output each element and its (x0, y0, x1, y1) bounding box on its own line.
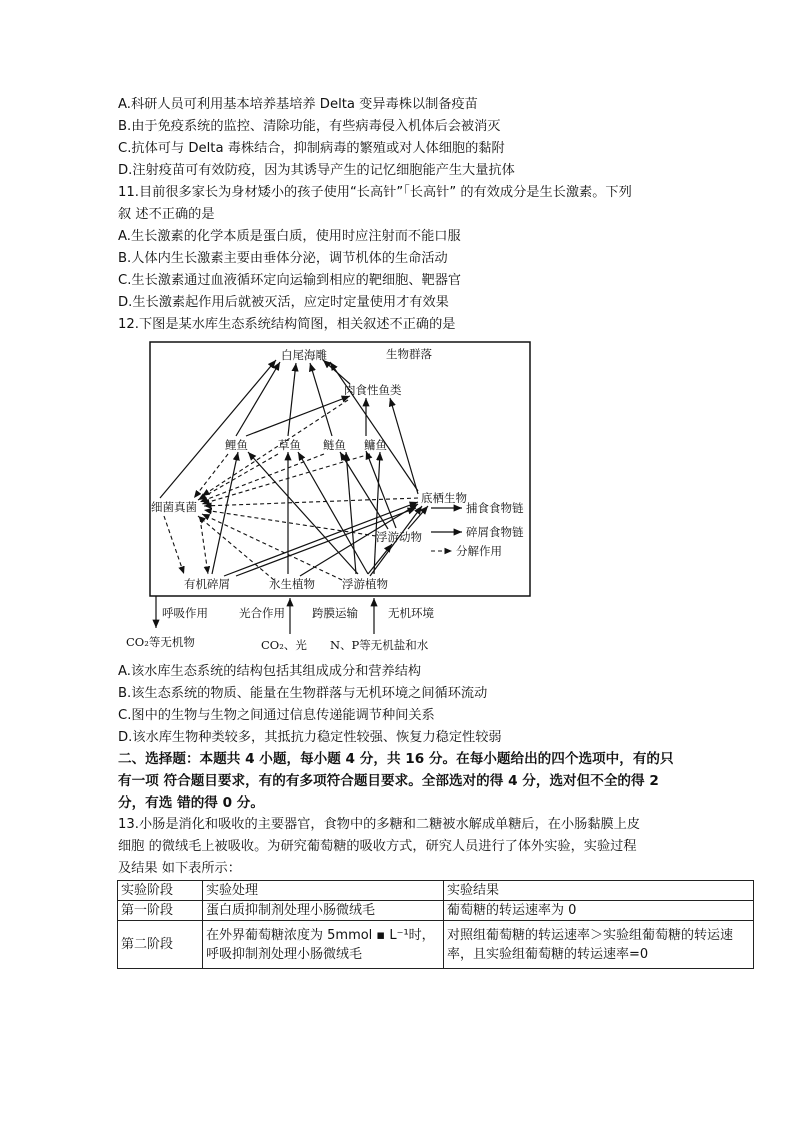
node-eagle: 白尾海雕 (281, 348, 327, 362)
label-abiotic: 无机环境 (388, 606, 434, 620)
label-co2-inorganic: CO₂等无机物 (126, 635, 195, 649)
table-row (118, 921, 754, 969)
table-header-row (118, 881, 754, 901)
q11-option-d: D.生长激素起作用后就被灭活，应定时定量使用才有效果 (118, 295, 449, 310)
node-carp: 鲤鱼 (225, 438, 248, 452)
table-header-cell: 实验阶段 (118, 881, 203, 901)
q11-stem-line1: 11.目前很多家长为身材矮小的孩子使用“长高针”「长高针” 的有效成分是生长激素。下列 (118, 185, 632, 200)
node-carnivore-fish: 肉食性鱼类 (344, 383, 402, 397)
table-row (118, 901, 754, 921)
node-benthos: 底栖生物 (421, 491, 467, 505)
q13-stem-line3: 及结果 如下表所示： (118, 861, 241, 876)
table-header-cell: 实验处理 (203, 881, 444, 901)
table-cell: 蛋白质抑制剂处理小肠微绒毛 (203, 901, 444, 921)
community-label: 生物群落 (386, 347, 432, 361)
label-photosynthesis: 光合作用 (239, 606, 285, 620)
q12-option-a: A.该水库生态系统的结构包括其组成成分和营养结构 (118, 664, 422, 679)
q12-option-d: D.该水库生物种类较多，其抵抗力稳定性较强、恢复力稳定性较弱 (118, 730, 502, 745)
q12-option-b: B.该生态系统的物质、能量在生物群落与无机环境之间循环流动 (118, 686, 488, 701)
q10-option-a: A.科研人员可利用基本培养基培养 Delta 变异毒株以制备疫苗 (118, 97, 478, 112)
node-bacteria-fungi: 细菌真菌 (151, 500, 197, 514)
q11-stem-line2: 叙 述不正确的是 (118, 207, 215, 222)
legend-decomposition: 分解作用 (456, 544, 502, 558)
table-cell: 第一阶段 (118, 901, 203, 921)
q10-option-b: B.由于免疫系统的监控、清除功能，有些病毒侵入机体后会被消灭 (118, 119, 501, 134)
ecosystem-diagram (118, 336, 538, 658)
label-np-salts: N、P等无机盐和水 (330, 638, 429, 652)
table-cell: 在外界葡萄糖浓度为 5mmol ▪ L⁻¹时， 呼吸抑制剂处理小肠微绒毛 (203, 921, 444, 969)
decomposition-arrows (164, 400, 418, 580)
q12-stem: 12.下图是某水库生态系统结构简图，相关叙述不正确的是 (118, 317, 456, 332)
section2-line1: 二、选择题：本题共 4 小题，每小题 4 分，共 16 分。在每小题给出的四个选项中，有的只 (118, 751, 674, 767)
node-grass-carp: 草鱼 (278, 438, 301, 452)
legend-predation: 捕食食物链 (466, 501, 524, 515)
table-cell: 第二阶段 (118, 921, 203, 969)
label-respiration: 呼吸作用 (162, 606, 208, 620)
node-bighead-carp: 鳙鱼 (364, 438, 387, 452)
node-phytoplankton: 浮游植物 (342, 577, 388, 591)
label-transmembrane: 跨膜运输 (312, 606, 358, 620)
table-cell: 葡萄糖的转运速率为 0 (444, 901, 754, 921)
node-silver-carp: 鲢鱼 (323, 438, 346, 452)
q11-option-c: C.生长激素通过血液循环定向运输到相应的靶细胞、靶器官 (118, 273, 462, 288)
node-organic-debris: 有机碎屑 (184, 577, 230, 591)
section2-line3: 分，有选 错的得 0 分。 (118, 795, 264, 811)
q10-option-c: C.抗体可与 Delta 毒株结合，抑制病毒的繁殖或对人体细胞的黏附 (118, 141, 505, 156)
table-header-cell: 实验结果 (444, 881, 754, 901)
node-aquatic-plants: 水生植物 (269, 577, 315, 591)
q11-option-a: A.生长激素的化学本质是蛋白质，使用时应注射而不能口服 (118, 229, 461, 244)
label-co2-light: CO₂、光 (261, 638, 307, 652)
q11-option-b: B.人体内生长激素主要由垂体分泌，调节机体的生命活动 (118, 251, 448, 266)
node-zooplankton: 浮游动物 (376, 530, 422, 544)
q13-stem-line2: 细胞 的微绒毛上被吸收。为研究葡萄糖的吸收方式，研究人员进行了体外实验，实验过程 (118, 839, 637, 854)
q10-option-d: D.注射疫苗可有效防疫，因为其诱导产生的记忆细胞能产生大量抗体 (118, 163, 515, 178)
q12-option-c: C.图中的生物与生物之间通过信息传递能调节种间关系 (118, 708, 435, 723)
section2-line2: 有一项 符合题目要求，有的有多项符合题目要求。全部选对的得 4 分，选对但不全的得 2 (118, 773, 659, 789)
table-cell: 对照组葡萄糖的转运速率＞实验组葡萄糖的转运速 率，且实验组葡萄糖的转运速率=0 (444, 921, 754, 969)
q13-table (117, 880, 754, 969)
legend (431, 501, 524, 558)
q13-stem-line1: 13.小肠是消化和吸收的主要器官，食物中的多糖和二糖被水解成单糖后，在小肠黏膜上皮 (118, 817, 641, 832)
legend-detritus: 碎屑食物链 (466, 525, 524, 539)
